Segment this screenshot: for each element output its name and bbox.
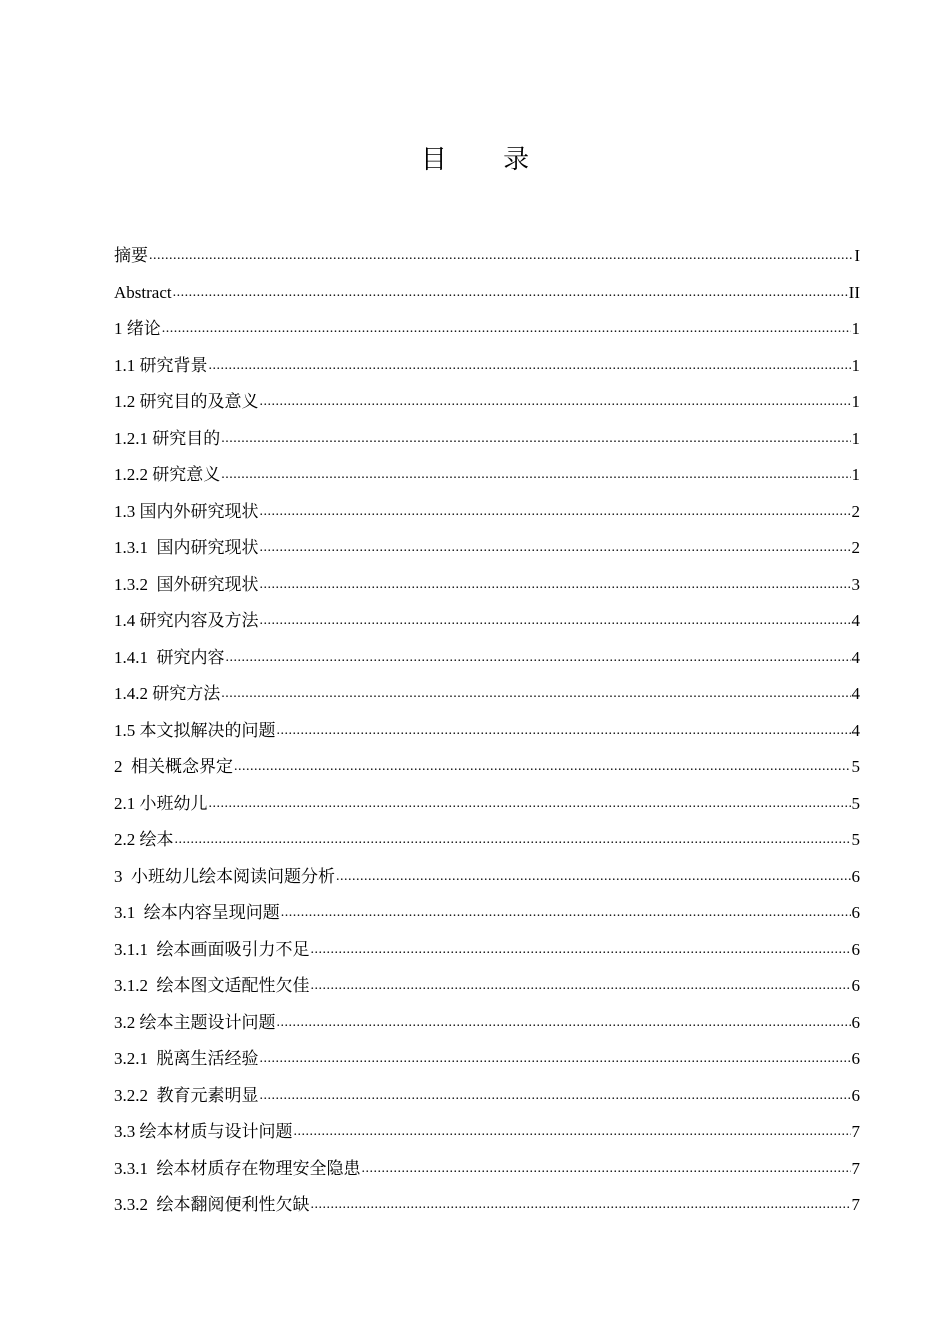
toc-entry-page-number: 1 [851,392,860,411]
toc-entry-label: 2.2 绘本 [114,830,174,849]
toc-entry-label: 3.2.2 教育元素明显 [114,1085,259,1105]
toc-entry-page-number: 6 [851,903,860,922]
toc-dot-leader [277,713,851,750]
toc-dot-leader [209,786,851,823]
toc-dot-leader [311,1187,851,1224]
toc-entry[interactable] [114,530,860,567]
toc-entry-label: 1.4.1 研究内容 [114,647,225,667]
toc-entry[interactable] [114,1041,860,1078]
toc-entry-page-number: 1 [851,355,860,375]
toc-entry[interactable] [114,1151,860,1188]
toc-entry-page-number: 4 [851,720,860,740]
toc-dot-leader [209,348,851,385]
toc-entry[interactable] [114,348,860,385]
toc-entry[interactable] [114,567,860,604]
toc-entry-page-number: 5 [851,757,860,776]
toc-entry[interactable] [114,1078,860,1115]
toc-entry[interactable] [114,640,860,677]
toc-entry-label: 2.1 小班幼儿 [114,793,208,813]
toc-entry-page-number: II [848,282,860,302]
toc-entry[interactable] [114,384,860,421]
toc-entry-label: 1 绪论 [114,319,161,338]
toc-entry-page-number: 6 [851,939,860,959]
toc-entry-label: 3.3 绘本材质与设计问题 [114,1122,293,1141]
toc-entry-label: 1.2 研究目的及意义 [114,392,259,411]
toc-entry-page-number: I [854,246,860,265]
toc-entry[interactable] [114,1005,860,1042]
toc-entry[interactable] [114,822,860,859]
toc-entry-page-number: 4 [851,647,860,667]
toc-entry-page-number: 2 [851,501,860,521]
toc-entry[interactable] [114,713,860,750]
toc-dot-leader [311,932,851,969]
toc-dot-leader [234,749,851,786]
toc-entry-page-number: 1 [851,428,860,448]
toc-entry-page-number: 6 [851,976,860,995]
toc-dot-leader [221,421,850,458]
toc-entry-label: 1.3.1 国内研究现状 [114,538,259,557]
toc-entry[interactable] [114,749,860,786]
toc-dot-leader [260,530,851,567]
toc-dot-leader [149,238,853,275]
toc-entry-label: 摘要 [114,246,148,265]
toc-dot-leader [260,1078,851,1115]
toc-entry-label: 1.2.2 研究意义 [114,465,221,484]
toc-entry[interactable] [114,676,860,713]
toc-entry-label: 3.2.1 脱离生活经验 [114,1049,259,1068]
toc-dot-leader [260,567,851,604]
toc-entry[interactable] [114,1187,860,1224]
toc-entry-label: 1.4 研究内容及方法 [114,611,259,630]
toc-dot-leader [173,275,848,312]
toc-dot-leader [221,676,850,713]
toc-entry[interactable] [114,1114,860,1151]
toc-entry[interactable] [114,421,860,458]
toc-entry[interactable] [114,311,860,348]
toc-entry[interactable] [114,457,860,494]
toc-entry-page-number: 1 [851,465,860,484]
toc-entry-page-number: 5 [851,830,860,849]
toc-entry-page-number: 6 [851,1085,860,1105]
toc-dot-leader [162,311,851,348]
toc-entry-label: 1.3 国内外研究现状 [114,501,259,521]
toc-entry-label: 1.4.2 研究方法 [114,684,221,703]
toc-title: 目 录 [420,145,554,176]
toc-dot-leader [260,603,851,640]
toc-entry-label: 3.1.2 绘本图文适配性欠佳 [114,976,310,995]
toc-entry[interactable] [114,494,860,531]
toc-entry-page-number: 7 [851,1122,860,1141]
toc-entry-page-number: 1 [851,319,860,338]
toc-dot-leader [221,457,850,494]
toc-dot-leader [260,494,851,531]
toc-entry-page-number: 7 [851,1195,860,1214]
toc-entry[interactable] [114,238,860,275]
toc-entry-page-number: 2 [851,538,860,557]
toc-dot-leader [336,859,851,896]
toc-entry[interactable] [114,275,860,312]
toc-entry-page-number: 5 [851,793,860,813]
toc-dot-leader [226,640,851,677]
toc-entry-label: 3.3.2 绘本翻阅便利性欠缺 [114,1195,310,1214]
toc-entry-page-number: 7 [851,1158,860,1178]
toc-dot-leader [260,1041,851,1078]
toc-entry-label: 3.1 绘本内容呈现问题 [114,903,280,922]
toc-entry[interactable] [114,968,860,1005]
toc-entry-page-number: 6 [851,866,860,886]
toc-entry-label: 1.2.1 研究目的 [114,428,221,448]
toc-entry[interactable] [114,932,860,969]
toc-entry-label: Abstract [114,282,172,302]
toc-entry[interactable] [114,895,860,932]
toc-entry-label: 2 相关概念界定 [114,757,233,776]
toc-dot-leader [294,1114,851,1151]
toc-entry[interactable] [114,603,860,640]
toc-entry[interactable] [114,786,860,823]
toc-entry-label: 3.2 绘本主题设计问题 [114,1012,276,1032]
toc-entry-page-number: 4 [851,611,860,630]
toc-entry-page-number: 4 [851,684,860,703]
toc-list [114,238,860,1224]
toc-entry-label: 3 小班幼儿绘本阅读问题分析 [114,866,335,886]
toc-entry-label: 1.5 本文拟解决的问题 [114,720,276,740]
toc-entry-label: 3.3.1 绘本材质存在物理安全隐患 [114,1158,361,1178]
toc-entry-label: 1.3.2 国外研究现状 [114,574,259,594]
toc-entry-page-number: 6 [851,1049,860,1068]
toc-dot-leader [362,1151,851,1188]
toc-dot-leader [311,968,851,1005]
toc-entry-page-number: 6 [851,1012,860,1032]
toc-dot-leader [281,895,851,932]
toc-entry-label: 3.1.1 绘本画面吸引力不足 [114,939,310,959]
toc-entry-label: 1.1 研究背景 [114,355,208,375]
toc-entry[interactable] [114,859,860,896]
toc-entry-page-number: 3 [851,574,860,594]
toc-dot-leader [175,822,851,859]
toc-dot-leader [277,1005,851,1042]
toc-dot-leader [260,384,851,421]
